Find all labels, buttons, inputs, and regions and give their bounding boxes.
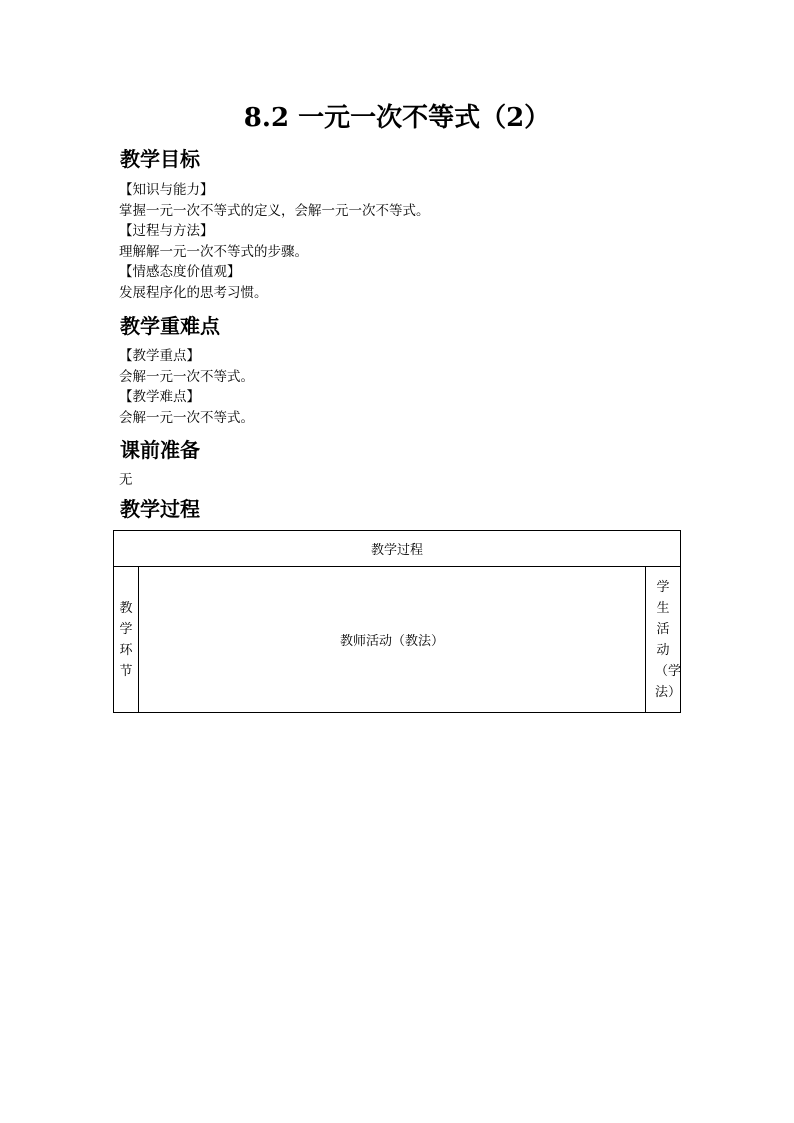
table-row [114, 567, 681, 713]
key-points-heading: 教学重难点 [120, 314, 220, 338]
key-points-line: 【教学难点】 [119, 389, 200, 405]
objectives-line: 【情感态度价值观】 [119, 264, 241, 280]
stage-column-label: 教学环节 [119, 600, 133, 679]
table-header-cell: 教学过程 [114, 531, 681, 567]
objectives-line: 【知识与能力】 [119, 182, 214, 198]
table-header-row [114, 531, 681, 567]
key-points-line: 会解一元一次不等式。 [119, 410, 254, 426]
stage-column-header [114, 567, 139, 713]
page-title: 8.2 一元一次不等式（2） [243, 103, 551, 133]
student-column-header [646, 567, 681, 713]
objectives-line: 掌握一元一次不等式的定义，会解一元一次不等式。 [119, 203, 430, 219]
objectives-heading: 教学目标 [120, 147, 200, 171]
key-points-line: 【教学重点】 [119, 348, 200, 364]
process-heading: 教学过程 [120, 497, 200, 521]
teacher-column-header: 教师活动（教法） [139, 567, 646, 713]
objectives-line: 发展程序化的思考习惯。 [119, 285, 268, 301]
preparation-heading: 课前准备 [120, 438, 200, 462]
objectives-line: 理解解一元一次不等式的步骤。 [119, 244, 308, 260]
process-table [113, 530, 681, 713]
preparation-line: 无 [119, 472, 133, 488]
key-points-line: 会解一元一次不等式。 [119, 369, 254, 385]
student-column-label: 学生活动（学法） [655, 579, 682, 700]
objectives-line: 【过程与方法】 [119, 223, 214, 239]
